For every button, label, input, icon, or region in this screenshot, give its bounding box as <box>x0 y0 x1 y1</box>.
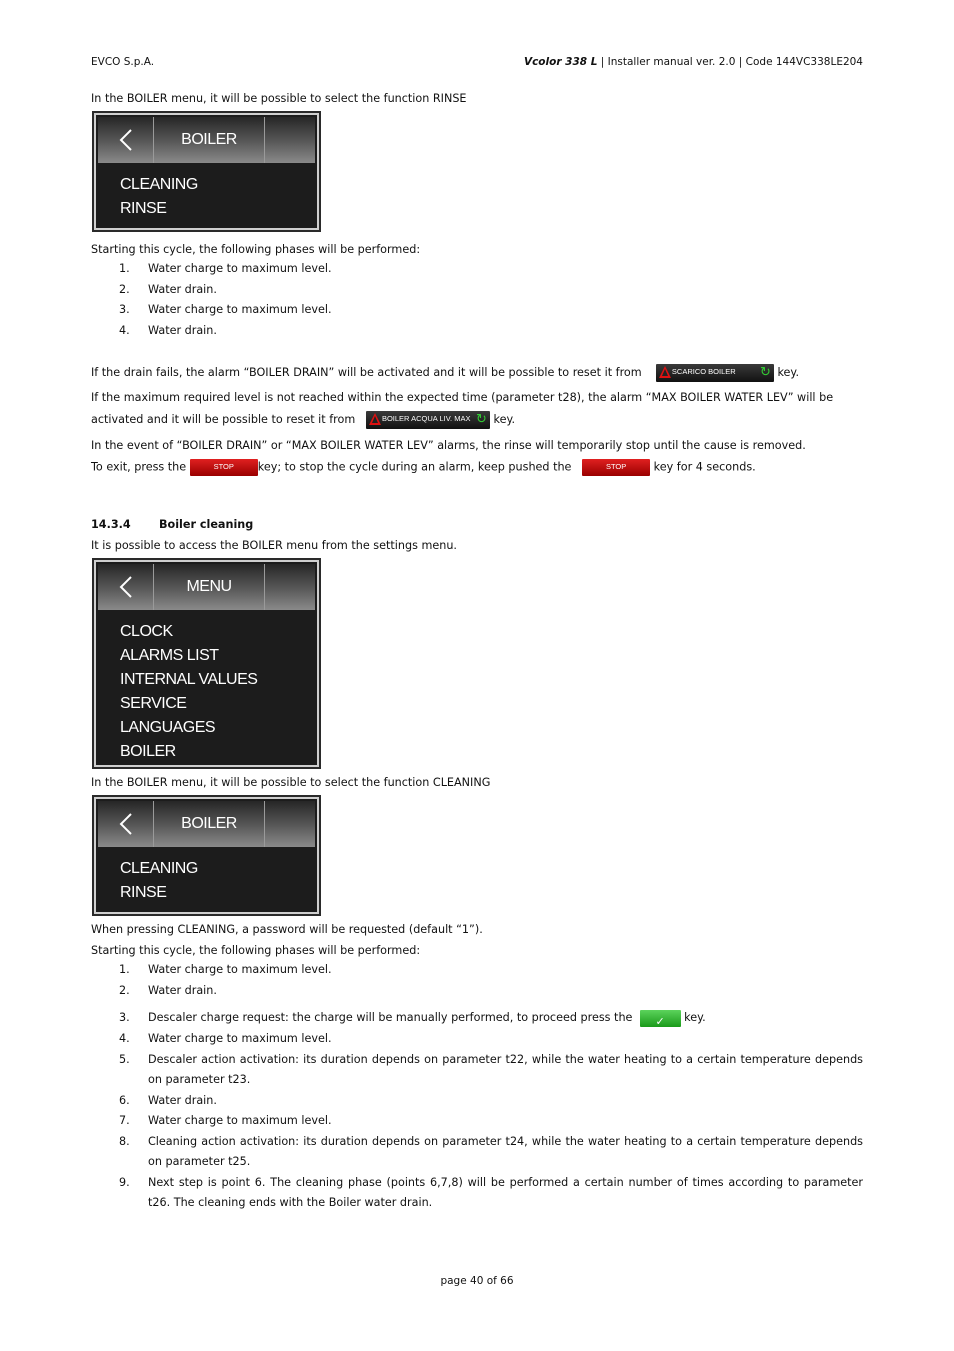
list-item: 6. Water drain. <box>119 1093 217 1107</box>
chevron-left-icon <box>119 575 133 599</box>
list-item: 1. Water charge to maximum level. <box>119 262 332 275</box>
screen-title: BOILER <box>154 117 265 163</box>
max-level-line2: activated and it will be possible to reset it from BOILER ACQUA LIV. MAX ↻ key. <box>91 412 516 427</box>
screen-menu-list <box>120 620 257 764</box>
alarms-note: In the event of “BOILER DRAIN” or “MAX BOILER WATER LEV” alarms, the rinse will temporarily stop until the cause is removed. <box>91 439 806 452</box>
list-item: 2. Water drain. <box>119 983 217 997</box>
drain-fail-text: If the drain fails, the alarm “BOILER DRAIN” will be activated and it will be possible to reset it from SCARICO BOILER ↻ key. <box>91 365 800 380</box>
password-note: When pressing CLEANING, a password will be requested (default “1”). <box>91 923 483 936</box>
exit-line: To exit, press the STOP key; to stop the cycle during an alarm, keep pushed the STOP key for 4 seconds. <box>91 459 756 476</box>
warning-icon <box>369 413 381 425</box>
list-item: 4. Water charge to maximum level. <box>119 1032 332 1045</box>
max-level-line1: If the maximum required level is not reached within the expected time (parameter t28), the alarm “MAX BOILER WATER LEV” will be <box>91 391 834 404</box>
boiler-screen <box>92 795 321 916</box>
header-doc-info <box>524 56 863 68</box>
intro-rinse: In the BOILER menu, it will be possible to select the function RINSE <box>91 92 467 105</box>
screen-topbar <box>98 117 315 163</box>
rinse-steps-list <box>91 259 863 341</box>
chevron-left-icon <box>119 812 133 836</box>
menu-item-languages[interactable]: LANGUAGES <box>120 719 216 736</box>
boiler-acqua-key[interactable]: BOILER ACQUA LIV. MAX ↻ <box>366 411 490 429</box>
warning-icon <box>659 366 671 378</box>
menu-item-rinse[interactable]: RINSE <box>120 200 167 217</box>
list-item: 3. Water charge to maximum level. <box>119 303 332 316</box>
header-company: EVCO S.p.A. <box>91 56 155 68</box>
scarico-boiler-key[interactable]: SCARICO BOILER ↻ <box>656 364 774 382</box>
refresh-icon: ↻ <box>476 412 487 427</box>
intro-cleaning: In the BOILER menu, it will be possible to select the function CLEANING <box>91 776 491 789</box>
list-item: 4. Water drain. <box>119 323 217 337</box>
rinse-phases-intro: Starting this cycle, the following phases will be performed: <box>91 243 421 256</box>
check-icon: ✓ <box>655 1015 665 1028</box>
list-item: 1. Water charge to maximum level. <box>119 963 332 976</box>
menu-item-cleaning[interactable]: CLEANING <box>120 176 198 193</box>
list-item: 8. Cleaning action activation: its duration depends on parameter t24, while the water heating to a certain temperature depends on parameter t25. <box>119 1134 863 1168</box>
menu-item-internal-values[interactable]: INTERNAL VALUES <box>120 671 258 688</box>
list-item: 5. Descaler action activation: its duration depends on parameter t22, while the water heating to a certain temperature depends on parameter t23. <box>119 1052 863 1086</box>
back-button[interactable] <box>98 801 154 847</box>
screen-menu-list <box>120 173 198 221</box>
stop-key[interactable]: STOP <box>582 459 650 476</box>
back-button[interactable] <box>98 117 154 163</box>
screen-title: MENU <box>154 564 265 610</box>
menu-item-boiler[interactable]: BOILER <box>120 743 176 760</box>
chevron-left-icon <box>119 128 133 152</box>
list-item: 2. Water drain. <box>119 282 217 296</box>
list-item: 9. Next step is point 6. The cleaning phase (points 6,7,8) will be performed a certain number of times according to parameter t26. The cleaning ends with the Boiler water drain. <box>119 1175 863 1209</box>
list-item: 7. Water charge to maximum level. <box>119 1114 332 1127</box>
screen-topbar <box>98 564 315 610</box>
screen-title: BOILER <box>154 801 265 847</box>
list-item: 3. Descaler charge request: the charge will be manually performed, to proceed press the ✓ key. <box>91 1007 863 1029</box>
menu-item-clock[interactable]: CLOCK <box>120 623 173 640</box>
menu-item-alarms-list[interactable]: ALARMS LIST <box>120 647 219 664</box>
menu-item-rinse[interactable]: RINSE <box>120 884 167 901</box>
refresh-icon: ↻ <box>760 365 771 380</box>
boiler-screen <box>92 111 321 232</box>
header-product: Vcolor 338 L <box>523 56 598 68</box>
section-heading: 14.3.4 Boiler cleaning <box>91 518 254 531</box>
page-number: page 40 of 66 <box>440 1275 514 1287</box>
back-button[interactable] <box>98 564 154 610</box>
menu-screen <box>92 558 321 769</box>
screen-menu-list <box>120 857 198 905</box>
screen-topbar <box>98 801 315 847</box>
stop-key[interactable]: STOP <box>190 459 258 476</box>
confirm-key[interactable] <box>640 1010 681 1027</box>
settings-intro: It is possible to access the BOILER menu from the settings menu. <box>91 539 457 552</box>
header-manual: | Installer manual ver. 2.0 | Code 144VC338LE204 <box>597 56 863 68</box>
menu-item-service[interactable]: SERVICE <box>120 695 187 712</box>
menu-item-cleaning[interactable]: CLEANING <box>120 860 198 877</box>
cleaning-phases-intro: Starting this cycle, the following phases will be performed: <box>91 944 421 957</box>
cleaning-steps-list <box>91 960 863 1214</box>
